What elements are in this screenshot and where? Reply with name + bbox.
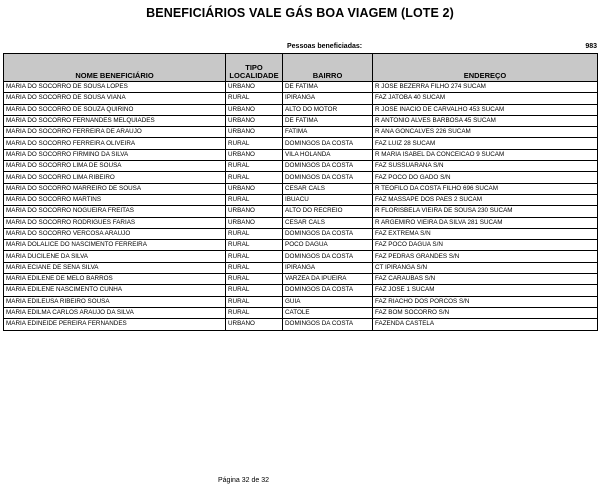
cell-neighborhood: DE FATIMA <box>283 115 373 126</box>
cell-address: FAZENDA CASTELA <box>373 319 598 330</box>
table-row <box>4 127 598 138</box>
column-header-address: ENDEREÇO <box>373 54 598 82</box>
table-row <box>4 93 598 104</box>
cell-neighborhood: IPIRANGA <box>283 262 373 273</box>
cell-name: MARIA DOLALICE DO NASCIMENTO FERREIRA <box>4 240 226 251</box>
cell-name: MARIA EDILMA CARLOS ARAUJO DA SILVA <box>4 307 226 318</box>
cell-neighborhood: DOMINGOS DA COSTA <box>283 285 373 296</box>
cell-locality-type: RURAL <box>226 285 283 296</box>
cell-name: MARIA EDILEUSA RIBEIRO SOUSA <box>4 296 226 307</box>
table-row <box>4 262 598 273</box>
beneficiaries-table <box>3 53 598 331</box>
table-header-row <box>4 54 598 82</box>
cell-neighborhood: IBUACU <box>283 194 373 205</box>
cell-neighborhood: DOMINGOS DA COSTA <box>283 161 373 172</box>
cell-name: MARIA DO SOCORRO VERCOSA ARAUJO <box>4 228 226 239</box>
cell-locality-type: RURAL <box>226 138 283 149</box>
cell-locality-type: RURAL <box>226 194 283 205</box>
cell-locality-type: RURAL <box>226 228 283 239</box>
cell-locality-type: URBANO <box>226 115 283 126</box>
cell-neighborhood: CESAR CALS <box>283 217 373 228</box>
cell-locality-type: RURAL <box>226 172 283 183</box>
cell-address: CT IPIRANGA S/N <box>373 262 598 273</box>
cell-name: MARIA DO SOCORRO FERREIRA OLIVEIRA <box>4 138 226 149</box>
cell-neighborhood: DOMINGOS DA COSTA <box>283 251 373 262</box>
cell-name: MARIA DUCILENE DA SILVA <box>4 251 226 262</box>
column-header-locality-type: TIPO LOCALIDADE <box>226 54 283 82</box>
table-row <box>4 206 598 217</box>
cell-name: MARIA DO SOCORRO LIMA RIBEIRO <box>4 172 226 183</box>
cell-neighborhood: DOMINGOS DA COSTA <box>283 228 373 239</box>
cell-neighborhood: POCO DAGUA <box>283 240 373 251</box>
cell-locality-type: RURAL <box>226 274 283 285</box>
cell-neighborhood: VILA HOLANDA <box>283 149 373 160</box>
cell-locality-type: RURAL <box>226 93 283 104</box>
table-row <box>4 228 598 239</box>
table-row <box>4 172 598 183</box>
beneficiaries-label: Pessoas beneficiadas: <box>287 43 363 50</box>
summary-line <box>0 43 600 53</box>
cell-neighborhood: DOMINGOS DA COSTA <box>283 172 373 183</box>
cell-address: R MARIA ISABEL DA CONCEICAO 9 SUCAM <box>373 149 598 160</box>
report-title: BENEFICIÁRIOS VALE GÁS BOA VIAGEM (LOTE 2) <box>146 6 454 20</box>
cell-name: MARIA DO SOCORRO MARREIRO DE SOUSA <box>4 183 226 194</box>
cell-neighborhood: ALTO DO MOTOR <box>283 104 373 115</box>
cell-name: MARIA EDINEIDE PEREIRA FERNANDES <box>4 319 226 330</box>
cell-address: FAZ POCO DO GADO S/N <box>373 172 598 183</box>
table-row <box>4 285 598 296</box>
cell-name: MARIA DO SOCORRO LIMA DE SOUSA <box>4 161 226 172</box>
cell-name: MARIA ECIANE DE SENA SILVA <box>4 262 226 273</box>
cell-name: MARIA DO SOCORRO DE SOUSA LOPES <box>4 82 226 93</box>
column-header-name: NOME BENEFICIÁRIO <box>4 54 226 82</box>
cell-address: FAZ MASSAPE DOS PAES 2 SUCAM <box>373 194 598 205</box>
cell-neighborhood: DE FATIMA <box>283 82 373 93</box>
cell-address: R ARGEMIRO VIEIRA DA SILVA 281 SUCAM <box>373 217 598 228</box>
cell-address: FAZ JATOBA 40 SUCAM <box>373 93 598 104</box>
table-row <box>4 104 598 115</box>
cell-address: FAZ CARAUBAS S/N <box>373 274 598 285</box>
cell-locality-type: RURAL <box>226 240 283 251</box>
cell-neighborhood: FATIMA <box>283 127 373 138</box>
cell-address: R JOSE BEZERRA FILHO 274 SUCAM <box>373 82 598 93</box>
table-row <box>4 82 598 93</box>
cell-neighborhood: ALTO DO RECREIO <box>283 206 373 217</box>
table-row <box>4 194 598 205</box>
cell-neighborhood: VARZEA DA IPUEIRA <box>283 274 373 285</box>
table-row <box>4 251 598 262</box>
cell-neighborhood: CESAR CALS <box>283 183 373 194</box>
column-header-neighborhood: BAIRRO <box>283 54 373 82</box>
cell-address: FAZ SUSSUARANA S/N <box>373 161 598 172</box>
cell-name: MARIA DO SOCORRO FERNANDES MELQUIADES <box>4 115 226 126</box>
cell-address: R ANTONIO ALVES BARBOSA 45 SUCAM <box>373 115 598 126</box>
cell-address: R ANA GONCALVES 226 SUCAM <box>373 127 598 138</box>
cell-neighborhood: CATOLE <box>283 307 373 318</box>
cell-name: MARIA DO SOCORRO RODRIGUES FARIAS <box>4 217 226 228</box>
table-row <box>4 149 598 160</box>
cell-address: FAZ EXTREMA S/N <box>373 228 598 239</box>
cell-locality-type: URBANO <box>226 319 283 330</box>
table-row <box>4 296 598 307</box>
cell-name: MARIA DO SOCORRO NOGUEIRA FREITAS <box>4 206 226 217</box>
table-body <box>4 82 598 331</box>
beneficiaries-count: 983 <box>585 43 597 50</box>
cell-name: MARIA DO SOCORRO DE SOUZA QUIRINO <box>4 104 226 115</box>
cell-locality-type: URBANO <box>226 82 283 93</box>
cell-address: R TEOFILO DA COSTA FILHO 696 SUCAM <box>373 183 598 194</box>
table-row <box>4 183 598 194</box>
cell-locality-type: URBANO <box>226 217 283 228</box>
cell-address: R FLORISBELA VIEIRA DE SOUSA 230 SUCAM <box>373 206 598 217</box>
cell-neighborhood: DOMINGOS DA COSTA <box>283 138 373 149</box>
cell-address: FAZ LUIZ 28 SUCAM <box>373 138 598 149</box>
cell-address: FAZ PEDRAS GRANDES S/N <box>373 251 598 262</box>
cell-address: FAZ BOM SOCORRO S/N <box>373 307 598 318</box>
table-row <box>4 217 598 228</box>
cell-name: MARIA DO SOCORRO DE SOUSA VIANA <box>4 93 226 104</box>
cell-address: FAZ RIACHO DOS PORCOS S/N <box>373 296 598 307</box>
cell-locality-type: URBANO <box>226 127 283 138</box>
table-row <box>4 307 598 318</box>
table-row <box>4 319 598 330</box>
cell-locality-type: URBANO <box>226 206 283 217</box>
cell-address: FAZ JOSE 1 SUCAM <box>373 285 598 296</box>
cell-name: MARIA DO SOCORRO FERREIRA DE ARAUJO <box>4 127 226 138</box>
cell-address: R JOSE INACIO DE CARVALHO 453 SUCAM <box>373 104 598 115</box>
cell-locality-type: RURAL <box>226 296 283 307</box>
cell-address: FAZ POCO DAGUA S/N <box>373 240 598 251</box>
cell-name: MARIA EDILENE NASCIMENTO CUNHA <box>4 285 226 296</box>
cell-locality-type: URBANO <box>226 104 283 115</box>
cell-name: MARIA DO SOCORRO MARTINS <box>4 194 226 205</box>
table-row <box>4 240 598 251</box>
table-row <box>4 115 598 126</box>
cell-locality-type: RURAL <box>226 251 283 262</box>
table-row <box>4 161 598 172</box>
cell-name: MARIA DO SOCORRO FIRMINO DA SILVA <box>4 149 226 160</box>
cell-name: MARIA EDILENE DE MELO BARROS <box>4 274 226 285</box>
cell-neighborhood: GUIA <box>283 296 373 307</box>
page-number: Página 32 de 32 <box>218 477 269 484</box>
cell-locality-type: URBANO <box>226 149 283 160</box>
cell-locality-type: RURAL <box>226 307 283 318</box>
cell-locality-type: RURAL <box>226 161 283 172</box>
table-row <box>4 274 598 285</box>
table-row <box>4 138 598 149</box>
cell-neighborhood: DOMINGOS DA COSTA <box>283 319 373 330</box>
cell-locality-type: URBANO <box>226 183 283 194</box>
cell-locality-type: RURAL <box>226 262 283 273</box>
cell-neighborhood: IPIRANGA <box>283 93 373 104</box>
